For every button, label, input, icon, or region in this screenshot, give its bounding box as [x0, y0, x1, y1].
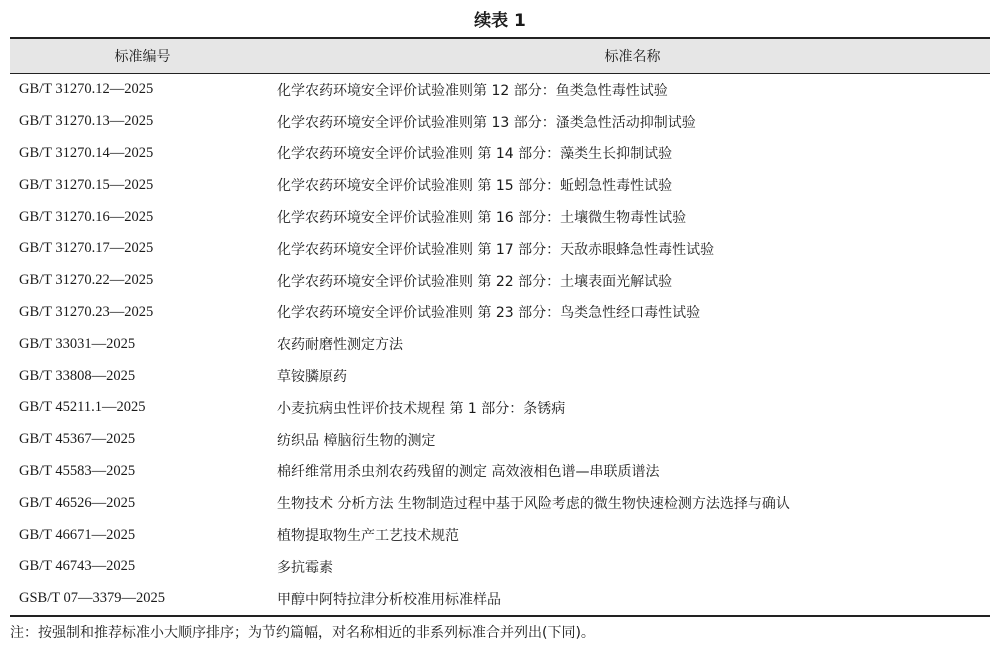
table-row — [10, 487, 990, 519]
table-row — [10, 456, 990, 488]
standard-name-cell: 化学农药环境安全评价试验准则 第 23 部分：鸟类急性经口毒性试验 — [277, 305, 701, 322]
standard-name-cell: 化学农药环境安全评价试验准则第 12 部分：鱼类急性毒性试验 — [277, 82, 668, 99]
table-row — [10, 297, 990, 329]
table-row — [10, 519, 990, 551]
standard-code-cell: GB/T 31270.13—2025 — [19, 113, 154, 130]
standard-code-cell: GB/T 31270.15—2025 — [19, 176, 154, 193]
table-row — [10, 328, 990, 360]
standard-name-cell: 化学农药环境安全评价试验准则 第 15 部分：蚯蚓急性毒性试验 — [277, 178, 673, 195]
table-row — [10, 106, 990, 138]
table-row — [10, 360, 990, 392]
standard-name-cell: 生物技术 分析方法 生物制造过程中基于风险考虑的微生物快速检测方法选择与确认 — [277, 496, 790, 513]
standard-code-cell: GB/T 46671—2025 — [19, 526, 136, 543]
standard-code-cell: GB/T 33031—2025 — [19, 335, 136, 352]
standard-code-cell: GB/T 46526—2025 — [19, 494, 136, 511]
standard-code-cell: GB/T 45211.1—2025 — [19, 399, 146, 416]
table-row — [10, 424, 990, 456]
standard-code-cell: GB/T 31270.12—2025 — [19, 81, 154, 98]
table-row — [10, 169, 990, 201]
table-footnote: 注：按强制和推荐标准小大顺序排序；为节约篇幅，对名称相近的非系列标准合并列出(下同)。 — [10, 625, 595, 641]
standard-name-cell: 植物提取物生产工艺技术规范 — [277, 528, 459, 545]
standard-code-cell: GB/T 31270.23—2025 — [19, 303, 154, 320]
standard-code-cell: GB/T 45367—2025 — [19, 431, 136, 448]
table-row — [10, 583, 990, 616]
table-header-row — [10, 38, 990, 74]
standard-name-cell: 化学农药环境安全评价试验准则 第 17 部分：天敌赤眼蜂急性毒性试验 — [277, 241, 715, 258]
standard-code-cell: GB/T 33808—2025 — [19, 367, 136, 384]
header-standard-name: 标准名称 — [275, 38, 990, 74]
standard-name-cell: 多抗霉素 — [277, 559, 333, 576]
standard-code-cell: GB/T 31270.14—2025 — [19, 144, 154, 161]
standard-name-cell: 化学农药环境安全评价试验准则 第 22 部分：土壤表面光解试验 — [277, 273, 673, 290]
standard-name-cell: 化学农药环境安全评价试验准则 第 16 部分：土壤微生物毒性试验 — [277, 210, 687, 227]
standard-name-cell: 棉纤维常用杀虫剂农药残留的测定 高效液相色谱—串联质谱法 — [277, 464, 660, 481]
table-row — [10, 74, 990, 106]
standard-code-cell: GSB/T 07—3379—2025 — [10, 583, 275, 616]
standard-code-cell: GB/T 45583—2025 — [19, 462, 136, 479]
table-row — [10, 265, 990, 297]
standard-code-cell: GB/T 31270.17—2025 — [19, 240, 154, 257]
standard-name-cell: 农药耐磨性测定方法 — [277, 337, 403, 354]
standard-name-cell: 化学农药环境安全评价试验准则第 13 部分：溞类急性活动抑制试验 — [277, 114, 696, 131]
standard-name-cell: 甲醇中阿特拉津分析校准用标准样品 — [275, 583, 990, 616]
standard-code-cell: GB/T 46743—2025 — [19, 558, 136, 575]
standards-table — [10, 37, 990, 617]
standard-name-cell: 化学农药环境安全评价试验准则 第 14 部分：藻类生长抑制试验 — [277, 146, 673, 163]
table-row — [10, 201, 990, 233]
header-standard-code: 标准编号 — [10, 38, 275, 74]
table-row — [10, 551, 990, 583]
standard-code-cell: GB/T 31270.16—2025 — [19, 208, 154, 225]
table-row — [10, 392, 990, 424]
table-row — [10, 233, 990, 265]
standard-code-cell: GB/T 31270.22—2025 — [19, 272, 154, 289]
standard-name-cell: 草铵膦原药 — [277, 369, 347, 386]
table-caption: 续表 1 — [474, 11, 526, 31]
table-row — [10, 138, 990, 170]
standard-name-cell: 纺织品 樟脑衍生物的测定 — [277, 432, 436, 449]
standard-name-cell: 小麦抗病虫性评价技术规程 第 1 部分：条锈病 — [277, 400, 566, 417]
